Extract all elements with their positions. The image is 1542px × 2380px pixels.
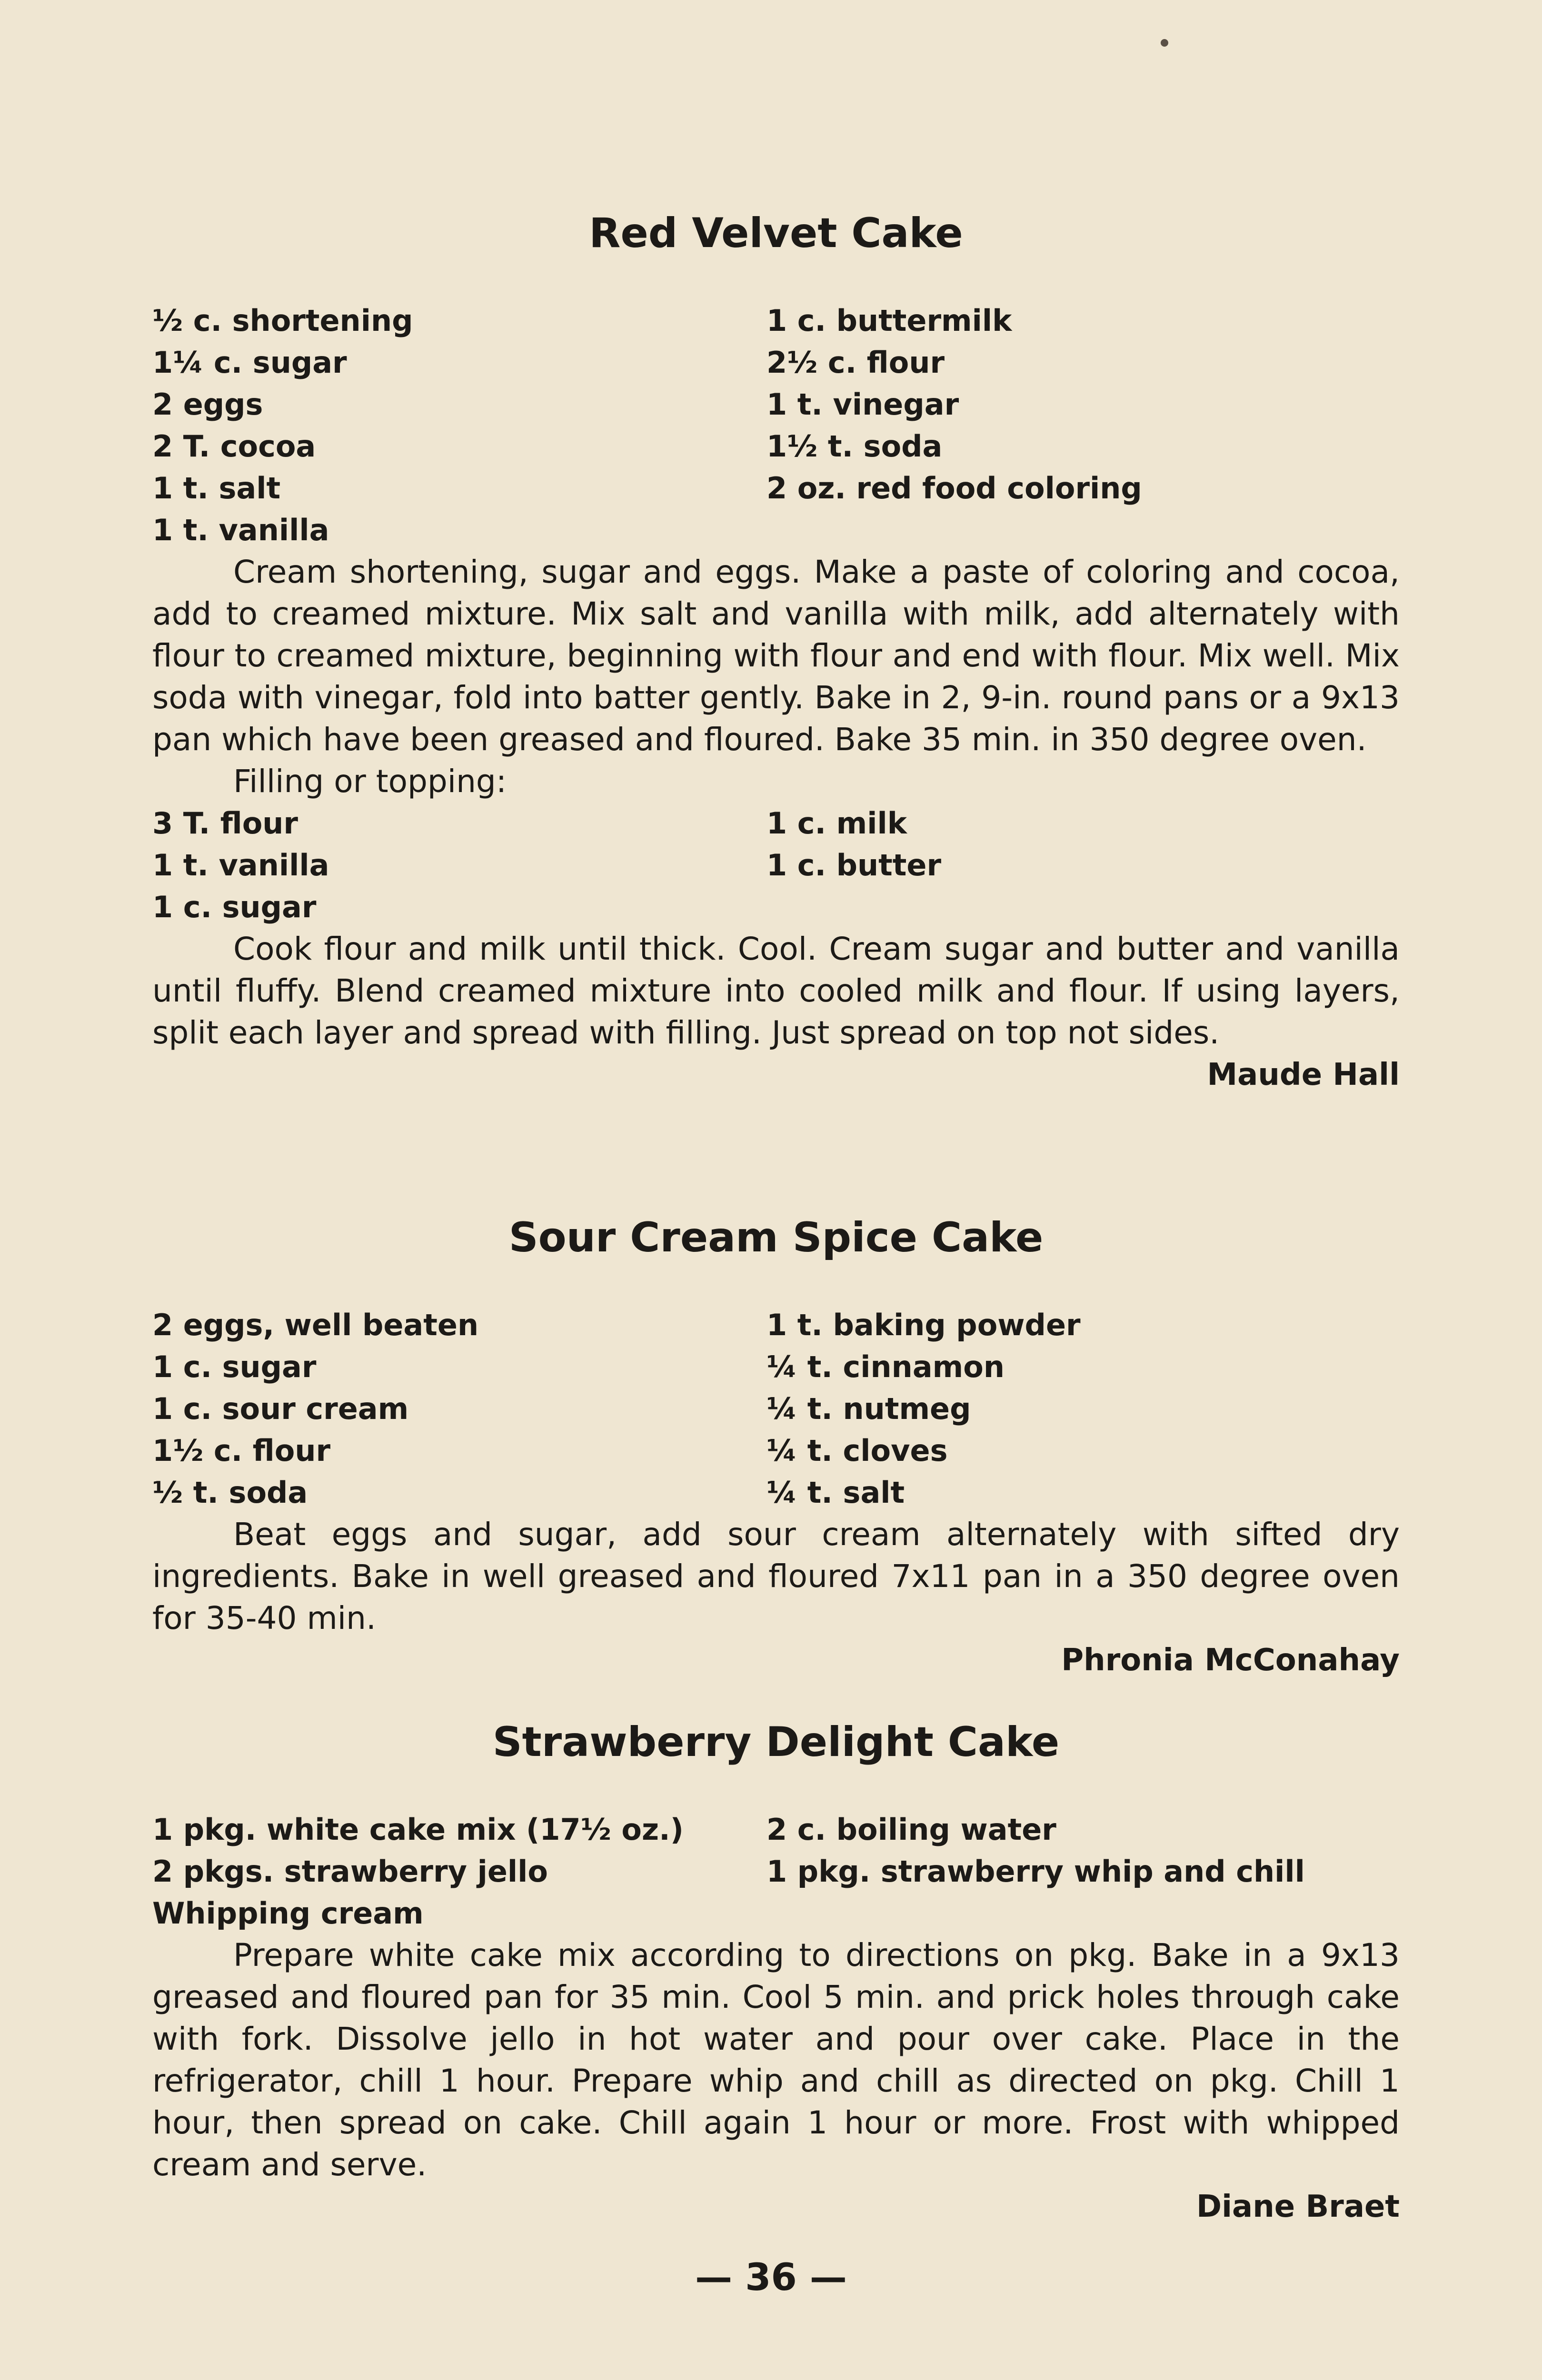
ingredient: 1 t. vanilla	[152, 848, 329, 883]
ingredient: 1 t. vinegar	[766, 387, 959, 422]
ingredient: 1 t. baking powder	[766, 1308, 1081, 1342]
filling-label: Filling or topping:	[233, 763, 507, 800]
recipe-title: Strawberry Delight Cake	[492, 1718, 1060, 1766]
ingredient: ½ c. shortening	[152, 303, 413, 338]
ingredient: ¼ t. nutmeg	[766, 1391, 971, 1426]
ingredient: ¼ t. cinnamon	[766, 1349, 1005, 1384]
ingredient: 2 oz. red food coloring	[766, 471, 1142, 506]
ingredient-column-left	[152, 803, 329, 928]
ingredient-column-right	[766, 803, 941, 886]
ingredient-column-right	[766, 1809, 1305, 1893]
ingredient: 1 c. sugar	[152, 890, 317, 924]
ingredient-column-right	[766, 300, 1142, 509]
filling-ingredient-list	[152, 803, 1400, 928]
ingredient: 1 c. sugar	[152, 1349, 317, 1384]
recipe-author: Phronia McConahay	[1061, 1643, 1400, 1678]
ingredient: 1 t. vanilla	[152, 513, 329, 547]
ingredient: 1 c. milk	[766, 806, 907, 841]
recipe-directions: Prepare white cake mix according to directions on pkg. Bake in a 9x13 greased and floured pan for 35 min. Cool 5 min. and prick holes through cake with fork. Dissolve jello in hot water and pour over cake. Place in the refrigerator, chill 1 hour. Prepare whip and chill as directed on pkg. Chill 1 hour, then spread on cake. Chill again 1 hour or more. Frost with whipped cream and serve.	[152, 1937, 1400, 2183]
ingredient: 2 eggs	[152, 387, 263, 422]
ingredient-column-left	[152, 300, 413, 551]
ingredient: 1 c. sour cream	[152, 1391, 409, 1426]
page-number: — 36 —	[695, 2256, 847, 2299]
filling-directions: Cook flour and milk until thick. Cool. Cream sugar and butter and vanilla until fluffy. Blend creamed mixture into cooled milk and flour. If using layers, split each layer and spread with filling. Just spread on top not sides.	[152, 931, 1400, 1051]
recipe-title: Red Velvet Cake	[589, 209, 963, 257]
ingredient: ½ t. soda	[152, 1475, 308, 1510]
ingredient: Whipping cream	[152, 1896, 424, 1931]
ingredient: ¼ t. salt	[766, 1475, 905, 1510]
recipe-red-velvet-cake	[152, 209, 1400, 1096]
recipe-author: Maude Hall	[1207, 1057, 1400, 1092]
ingredient: 1 c. buttermilk	[766, 303, 1012, 338]
recipe-author: Diane Braet	[1196, 2189, 1400, 2224]
ingredient-list	[152, 300, 1400, 551]
ingredient: 2 pkgs. strawberry jello	[152, 1854, 548, 1889]
ingredient: ¼ t. cloves	[766, 1433, 948, 1468]
recipe-directions: Beat eggs and sugar, add sour cream alternately with sifted dry ingredients. Bake in well greased and floured 7x11 pan in a 350 degree oven for 35-40 min.	[152, 1516, 1400, 1636]
recipe-sour-cream-spice-cake	[152, 1214, 1400, 1681]
ingredient: 1½ t. soda	[766, 429, 943, 464]
ingredient: 1 pkg. white cake mix (17½ oz.)	[152, 1812, 684, 1847]
ingredient: 2½ c. flour	[766, 345, 945, 380]
recipe-directions: Cream shortening, sugar and eggs. Make a paste of coloring and cocoa, add to creamed mixture. Mix salt and vanilla with milk, add alternately with flour to creamed mixture, beginning with flour and end with flour. Mix well. Mix soda with vinegar, fold into batter gently. Bake in 2, 9-in. round pans or a 9x13 pan which have been greased and floured. Bake 35 min. in 350 degree oven.	[152, 554, 1400, 758]
ingredient: 2 eggs, well beaten	[152, 1308, 479, 1342]
ingredient-list	[152, 1809, 1400, 1934]
recipe-title: Sour Cream Spice Cake	[508, 1214, 1044, 1261]
ingredient: 2 c. boiling water	[766, 1812, 1056, 1847]
ingredient: 1½ c. flour	[152, 1433, 331, 1468]
paper-speck	[1161, 39, 1168, 47]
ingredient-column-right	[766, 1304, 1081, 1514]
ingredient: 1 c. butter	[766, 848, 942, 883]
ingredient: 1 t. salt	[152, 471, 281, 506]
ingredient-list	[152, 1304, 1400, 1514]
ingredient-column-left	[152, 1809, 684, 1934]
ingredient: 3 T. flour	[152, 806, 298, 841]
recipe-strawberry-delight-cake	[152, 1718, 1400, 2228]
ingredient: 2 T. cocoa	[152, 429, 316, 464]
ingredient: 1¼ c. sugar	[152, 345, 347, 380]
ingredient-column-left	[152, 1304, 478, 1514]
ingredient: 1 pkg. strawberry whip and chill	[766, 1854, 1305, 1889]
